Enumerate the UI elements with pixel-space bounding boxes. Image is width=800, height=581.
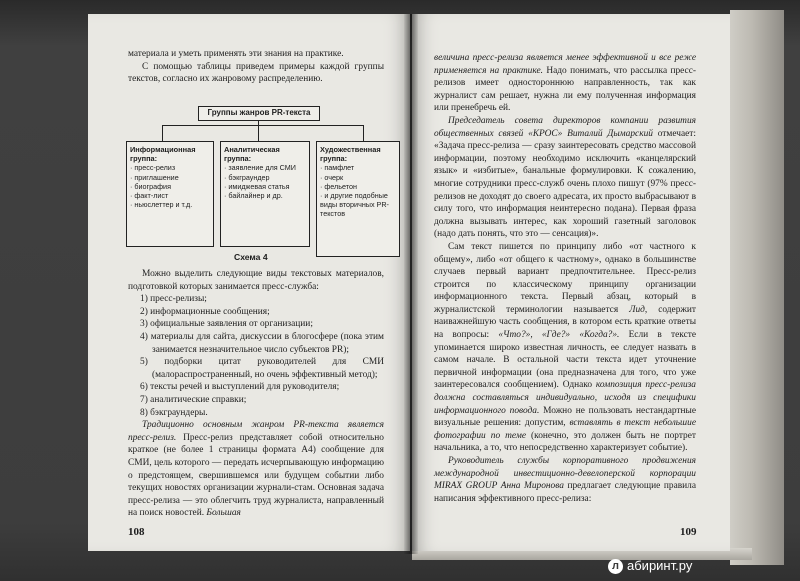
- watermark-text: абиринт.ру: [627, 558, 693, 573]
- diagram-branch-2: [258, 125, 259, 141]
- paragraph-body: отмечает: «Задача пресс-релиза — сразу заинтересовать средство массовой информации, поэтому необходимо исключить «канцелярский язык» и «избитые», банальные формулировки. К сожалению, многие сотрудники пресс-служб очень плохо пишут (97% пресс-релизов не доходят до своего адресата, их просто выбрасывают в силу того, что информация неинтересно подана). Первая фраза должна вызывать интерес, как хороший газетный заголовок (надо дать понять, что это — сенсация)».: [434, 128, 697, 240]
- group-box-artistic: [316, 141, 400, 257]
- list-item: 2) информационные сообщения;: [140, 306, 270, 317]
- list-item: 8) бэкграундеры.: [140, 407, 208, 418]
- right-body-text: [434, 52, 696, 505]
- paragraph: [434, 455, 696, 505]
- paragraph: [128, 419, 384, 520]
- paragraph-body: Пресс-релиз представляет собой относительно краткое (не более 1 страницы формата А4) сообщение для СМИ, цель которого — передать исчерпывающую информацию о предстоящем, свершившемся или будущем событии либо текущих новостях организации журнали-стам. Основная задача пресс-релиза — это облегчить труд журналиста, направленный на поиск новостей.: [128, 432, 384, 519]
- group-item: · байлайнер и др.: [224, 191, 283, 201]
- paragraph: [434, 241, 696, 455]
- page-edges: [730, 10, 784, 565]
- diagram-branch-3: [363, 125, 364, 141]
- paragraph-body: (конечно, это должен быть не портрет начальника, а то, что непосредственно характеризует событие).: [434, 430, 696, 454]
- paragraph-body: , содержит наиважнейшую часть сообщения, в котором есть краткие ответы на вопросы:: [434, 304, 696, 341]
- italic-term: Лид: [629, 304, 645, 315]
- list-item: 7) аналитические справки;: [140, 394, 247, 405]
- right-page: [412, 14, 730, 551]
- list-item: 4) материалы для сайта, дискуссии в блогосфере (пока этим занимается незначительное число субъектов PR);: [140, 331, 384, 355]
- diagram-caption: Схема 4: [234, 252, 268, 262]
- italic-lead: Председатель совета директоров компании развития общественных связей «КРОС» Виталий Дымарский: [434, 115, 696, 139]
- group-box-informational: [126, 141, 214, 247]
- group-item: · и другие подобные виды вторичных PR-текстов: [320, 191, 389, 219]
- group-item: · бэкграундер: [224, 172, 270, 182]
- list-item: 1) пресс-релизы;: [140, 294, 207, 305]
- diagram-branch-1: [162, 125, 163, 141]
- text-types-list: [128, 293, 384, 419]
- list-item: 5) подборки цитат руководителей для СМИ (малораспространенный, но очень эффективный метод);: [140, 357, 384, 380]
- intro-text: [128, 48, 384, 86]
- group-item: · факт-лист: [130, 191, 169, 201]
- paragraph: [434, 115, 696, 241]
- group-item: · очерк: [320, 172, 344, 182]
- watermark: [608, 558, 692, 574]
- page-number-right: 109: [680, 526, 697, 538]
- group-item: · фельетон: [320, 181, 357, 191]
- paragraph-body: предлагает следующие правила написания эффективного пресс-релиза:: [434, 481, 697, 504]
- left-page: [88, 14, 410, 551]
- paragraph-body: Если в тексте упоминается широко известная личность, ее следует назвать в самом начале. В остальной части текста идет уточнение первичной информации (она предназначена для того, что уже заинтересовался сообщением). Однако: [434, 330, 696, 391]
- left-body-text: [128, 268, 384, 520]
- group-heading: Информационная группа:: [130, 145, 196, 164]
- group-box-analytical: [220, 141, 310, 247]
- page-number-left: 108: [128, 526, 145, 538]
- labyrinth-logo-icon: л: [608, 559, 623, 574]
- group-item: · пресс-релиз: [130, 163, 176, 173]
- italic-lead: величина пресс-релиза является менее эффективной и все реже применяется на практике.: [434, 53, 696, 76]
- paragraph-body: Можно не пользовать нестандартные визуальные решения: допустим,: [434, 405, 696, 429]
- diagram-connector: [162, 125, 364, 126]
- intro-line-1: материала и уметь применять эти знания на практике.: [128, 49, 344, 59]
- italic-lead: Традиционно основным жанром PR-текста является пресс-релиз.: [128, 420, 384, 443]
- group-item: · заявление для СМИ: [224, 163, 296, 173]
- group-heading: Художественная группа:: [320, 145, 381, 164]
- group-heading: Аналитическая группа:: [224, 145, 280, 164]
- italic-questions: «Что?», «Где?» «Когда?».: [498, 330, 620, 341]
- list-item: 3) официальные заявления от организации;: [140, 319, 313, 330]
- italic-emphasis: композиция пресс-релиза должна составляться индивидуально, исходя из специфики информационного повода.: [434, 380, 696, 416]
- italic-tail: Большая: [204, 508, 241, 519]
- group-item: · приглашение: [130, 172, 179, 182]
- group-item: · ньюслеттер и т.д.: [130, 200, 193, 210]
- group-item: · памфлет: [320, 163, 355, 173]
- paragraph-body: Надо понимать, что рассылка пресс-релизов имеет одностороннюю направленность, так как журналист сам решает, нужна ли ему полученная информация или пренебречь ей.: [434, 65, 696, 114]
- italic-lead: Руководитель службы корпоративного продвижения международной инвестиционно-девелоперской корпорации MIRAX GROUP Анна Миронова: [434, 456, 696, 492]
- diagram-title: Группы жанров PR-текста: [207, 108, 311, 117]
- diagram-title-box: [198, 106, 320, 121]
- group-item: · имиджевая статья: [224, 181, 290, 191]
- paragraph: Можно выделить следующие виды текстовых материалов, подготовкой которых занимается пресс-служба:: [128, 269, 384, 292]
- paragraph-body: Сам текст пишется по принципу либо «от частного к общему», либо «от общего к частному», однако в большинстве случаев первый вариант предпочтительнее. Пресс-релиз строится по классическому принципу организации информационного текста. Первый абзац, который в журналистской терминологии называется: [434, 241, 696, 315]
- list-item: 6) тексты речей и выступлений для руководителя;: [140, 382, 340, 393]
- group-item: · биография: [130, 181, 171, 191]
- intro-line-2: С помощью таблицы приведем примеры каждой группы текстов, согласно их жанровому распределению.: [128, 61, 384, 85]
- paragraph: [434, 52, 696, 115]
- book-gutter: [404, 14, 418, 554]
- italic-emphasis: вставлять в текст небольшие фотографии по теме: [434, 418, 696, 441]
